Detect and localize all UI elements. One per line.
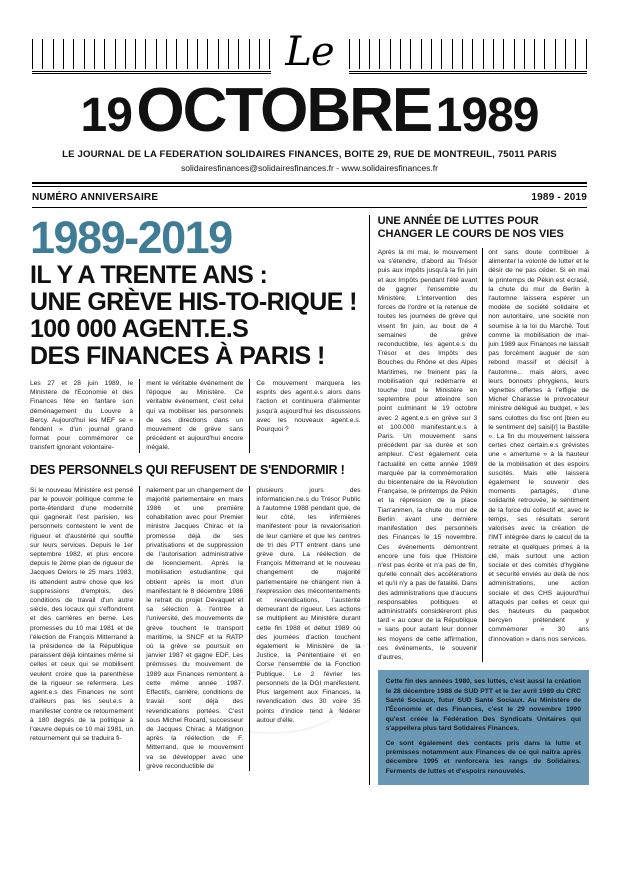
right-article-column-1	[378, 248, 484, 662]
hero-line-3: 100 000 AGENT.E.S	[30, 315, 249, 343]
section-columns	[30, 486, 361, 771]
right-article-column-2	[483, 248, 589, 662]
right-article-text-2: ont sans doute contribuer à alimenter la volonté de lutter et le désir de ne pas céder. Si en mai le printemps de Pékin est écrasé, la chute du mur de Berlin à l'automne laissera espérer un modèle de société solidaire et non autoritaire, une société non soumise à la loi du Marché. Tout comme la mobilisation de mai-juin 1989 aux Finances ne laissait pas forcément auguer de son rebond massif et décisif à l'automne... mais alors, avec leurs bonnets phrygiens, leurs vignettes offertes à l'effigie de Michel Charasse le provocateur ministre délégué au budget, « les sans culottes du fisc ont [bien eu le sentiment de] saisi[r] la Bastille ». La fin du mouvement laissera certes chez certain.e.s grévistes une « amertume » à la hauteur de la mobilisation et des espoirs suscités. Mais elle laissera également le souvenir des moments partagés, d'une solidarité retrouvée, le sentiment de la force du collectif et, avec le temps, ses résultats seront valorisés avec la création de l'IMT intégrée dans le calcul de la retraite et quelques primes à la clé, mais surtout une action sociale et des comités d'hygiène et sécurité enviés au delà de nos administrations, une action sociale et des CHS aujourd'hui attaqués par celles et ceux qui des hauteurs du paquebot bercyen prétendent y commémorer « 30 ans d'innovation » dans nos services.	[488, 249, 589, 643]
page-content	[30, 212, 589, 785]
hero-headline	[30, 262, 361, 370]
section-text-2: nalement par un changement de majorité parlementaire en mars 1986 et une première cohabitation avec pour Premier ministre Jacques Chirac et la promesse déjà de ses privatisations et de suppression de l'autorisation administrative de licenciement. Après la mobilisation estudiantine qui obtient après la mort d'un manifestant le 8 décembre 1986 le retrait du projet Devaquet et sa sélection à l'entrée à l'université, des mouvements de grève touchent le transport maritime, la SNCF et la RATP où la grève se poursuit en janvier 1987 et gagne EDF. Les prémisses du mouvement de 1989 aux Finances remontent à cette même année 1987. Effectifs, carrière, conditions de travail sont déjà des revendications portées. C'est sous Michel Rocard, successeur de Jacques Chirac à Matignon après la réélection de F. Mitterrand, que le mouvement va se développer avec une grève reconductible de	[146, 486, 244, 770]
note-paragraph-1: Cette fin des années 1980, ses luttes, c'est aussi la création le 28 décembre 1988 de SUD PTT et le 1er avril 1989 du CRC Santé Sociaux, futur SUD Santé Sociaux. Au Ministère de l'Économie et des Finances, c'est le 29 novembre 1990 qu'est créée la Fédération Des Syndicats Unitaires qui s'appellera plus tard Solidaires Finances.	[385, 678, 581, 733]
hero-line-4: DES FINANCES À PARIS !	[30, 342, 325, 370]
le-logo-mark: Le	[285, 29, 334, 75]
section-column-2	[140, 486, 250, 771]
issue-years: 1989 - 2019	[531, 192, 587, 203]
masthead-contact: solidairesfinances@solidairesfinances.fr - www.solidairesfinances.fr	[180, 163, 439, 173]
intro-text-1: Les 27 et 28 juin 1989, le Ministère de l'Economie et des Finances fête en fanfare son déménagement du Louvre à Bercy. Aujourd'hui les MEF se « fendent » d'un journal grand format pour commémorer ce transfert ignorant volontaire-	[30, 380, 134, 452]
hero-line-2: UNE GRÈVE HIS-TO-RIQUE !	[30, 288, 357, 316]
highlight-note-box	[378, 670, 589, 785]
section-text-1: Si le nouveau Ministère est pensé par le pouvoir politique comme le porte-étendard d'une modernité qui gagnerait l'est parisien, les personnels contestent le vent de rigueur et d'austérité qui souffle sur leurs services. Depuis le 1er septembre 1982, et plus encore depuis le 2ème plan de rigueur de Jacques Delors le 25 mars 1983, ils attendent autre chose que les suppressions d'emplois, des conditions de travail d'un autre siècle, des locaux qui s'effondrent et des carrières en berne. Les promesses du 10 mai 1981 et de l'élection de François Mitterrand à la présidence de la République paraissent déjà lointaines même si celles et ceux qui se mobilisent veulent croire que la parenthèse de la rigueur se refermera. Les agent.e.s des Finances ne sont d'ailleurs pas les seul.e.s à manifester contre ce retournement à 180 degrés de la politique à l'œuvre depuis ce 10 mai 1981, un retournement qui se traduira fi-	[30, 486, 134, 743]
left-pane	[30, 212, 370, 785]
right-article-heading: UNE ANNÉE DE LUTTES POUR CHANGER LE COURS DE NOS VIES	[377, 215, 564, 240]
intro-text-2: ment le véritable événement de l'époque au Ministère. Ce véritable événement, c'est celui qui va mobiliser les personnels de ses directions dans un mouvement de grève sans précédent et aujourd'hui encore inégalé.	[146, 380, 244, 452]
note-paragraph-2: Ce sont également des contacts pris dans la lutte et prémisses notamment aux Finances de ce qui naîtra après décembre 1995 et renforcera les rangs de Solidaires. Ferments de luttes et d'espoirs renouvelés.	[385, 739, 581, 775]
section-column-3	[250, 486, 360, 771]
issue-divider	[32, 207, 587, 208]
issue-label: NUMÉRO ANNIVERSAIRE	[32, 192, 159, 203]
masthead-date	[32, 76, 587, 145]
hero-line-1: IL Y A TRENTE ANS :	[30, 261, 268, 289]
intro-column-2	[140, 379, 250, 453]
masthead-year: 1989	[435, 89, 539, 142]
section-column-1	[30, 486, 140, 771]
masthead-rule-row	[32, 22, 587, 74]
tick-rule-right	[349, 31, 588, 74]
masthead-subtitle: LE JOURNAL DE LA FEDERATION SOLIDAIRES FINANCES, BOITE 29, RUE DE MONTREUIL, 75011 PARIS	[62, 149, 557, 160]
intro-column-3	[250, 379, 360, 453]
masthead-day: 19	[80, 89, 132, 142]
intro-column-1	[30, 379, 140, 453]
section-heading: DES PERSONNELS QUI REFUSENT DE S'ENDORMIR !	[30, 462, 345, 477]
issue-row	[32, 192, 587, 203]
masthead	[0, 0, 619, 173]
right-pane	[370, 215, 589, 785]
intro-text-3: Ce mouvement marquera les esprits des agent.e.s alors dans l'action et continuera d'alimenter jusqu'à aujourd'hui les discussions avec les nouveaux agent.e.s. Pourquoi ?	[256, 380, 361, 434]
section-text-3: plusieurs jours des informaticien.ne.s du Trésor Public à l'automne 1988 pendant que, de leur côté, les infirmières manifestent pour la revalorisation de leur carrière et que les centres de tri des PTT entrent dans une grève dure. La réélection de François Mitterrand et le nouveau changement de majorité parlementaire ne changent rien à l'expression des mécontentements et revendications, l'austérité demeurant de rigueur. Les actions se multiplient au Ministère durant cette fin 1988 et début 1989 où des journées d'action touchent également le Ministère de la Justice, la Pénitentiaire et en Corse l'ensemble de la Fonction Publique. Le 2 février les personnels de la DGI manifestent. Plus largement aux Finances, la revendication des 30 voire 35 points d'indice tend à fédérer autour d'elle.	[256, 486, 361, 724]
hero-years: 1989-2019	[30, 212, 232, 263]
right-article-text-1: Après la mi mai, le mouvement va s'étendre, d'abord au Trésor puis aux impôts jusqu'à la fin juin et aux Impôts pendant l'été avant de gagner l'ensemble du Ministère. L'intervention des forces de l'ordre et la retenue de toutes les journées de grève qui visent fin juin, au bout de 4 semaines de grève reconductible, les agent.e.s du Trésor et des Impôts des Bouches du Rhône et des Alpes Maritimes, ne freinent pas la mobilisation qui redémarre et touche tout le Ministère en septembre pour atteindre son point culminant le 19 octobre avec 2 agent.e.s en grève sur 3 et 100.000 manifestant.e.s à Paris. Un mouvement sans précédent par sa durée et son ampleur. C'est également cela l'actualité en cette année 1989 marquée par la commémoration du bicentenaire de la Révolution Française, le printemps de Pékin et la répression de la place Tian'anmen, la chute du mur de Berlin avant une dernière manifestation des personnels des Finances le 15 novembre. Ces événements démontrent encore une fois que l'Histoire n'est pas écrite et n'a pas de fin, qu'elle connaît des accélérations et qu'il n'y a pas de fatalité. Dans des administrations que d'aucuns responsables politiques et administratifs considéreront plus tard « au cœur de la République » sans pour autant leur donner les moyens de cette affirmation, ces événements, le souvenir d'autres,	[377, 249, 478, 661]
tick-rule-left	[32, 31, 271, 74]
intro-columns	[30, 379, 361, 453]
right-article-columns	[378, 248, 589, 662]
masthead-divider	[32, 182, 587, 187]
masthead-month: OCTOBRE	[136, 76, 432, 145]
